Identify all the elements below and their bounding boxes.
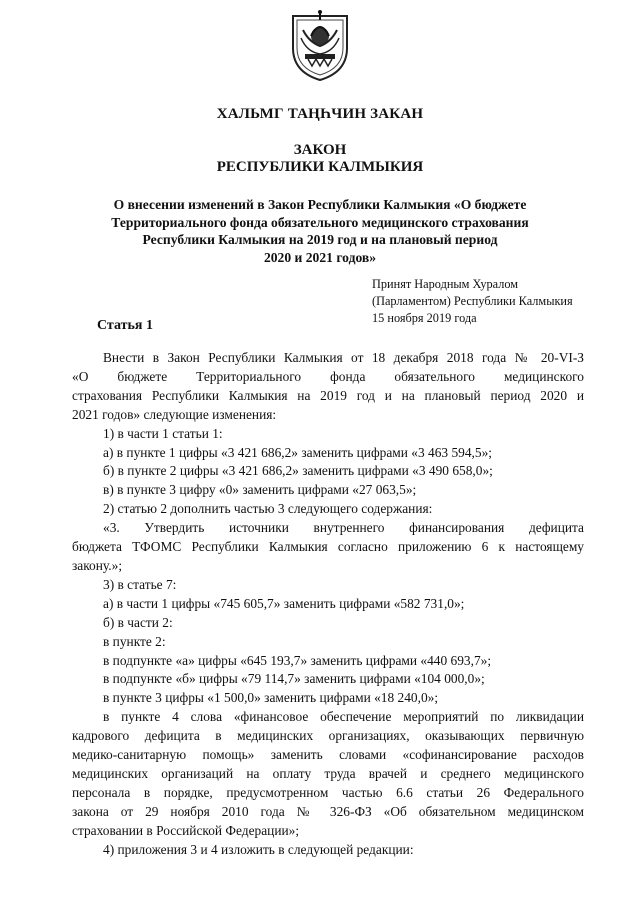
body-line: кадрового дефицита в медицинских организациях, оказывающих первичную [72,728,584,744]
body-line: в подпункте «б» цифры «79 114,7» заменить цифрами «104 000,0»; [103,671,485,687]
body-line: а) в части 1 цифры «745 605,7» заменить цифрами «582 731,0»; [103,595,465,611]
kalmyk-law-heading: ХАЛЬМГ ТАҢҺЧИН ЗАКАН [216,106,424,122]
body-line: 1) в части 1 статьи 1: [103,425,223,441]
body-line: 2021 годов» следующие изменения: [72,406,277,422]
body-line: персонала в порядке, предусмотренном частью 6.6 статьи 26 Федерального [72,784,584,800]
body-line: 4) приложения 3 и 4 изложить в следующей редакции: [103,841,414,857]
adoption-note [372,276,612,327]
coat-of-arms-emblem [283,8,357,84]
body-line: б) в пункте 2 цифры «3 421 686,2» заменить цифрами «3 490 658,0»; [103,463,493,479]
body-line: «3. Утвердить источники внутреннего финансирования дефицита [103,520,584,536]
adoption-line: (Парламентом) Республики Калмыкия [372,294,573,308]
law-heading [0,142,640,176]
article-body [72,349,584,859]
body-line: закона от 29 ноября 2010 года № 326-ФЗ «Об обязательном медицинском [72,803,584,819]
body-line: в пункте 2: [103,633,166,649]
body-line: в) в пункте 3 цифру «0» заменить цифрами «27 063,5»; [103,482,417,498]
body-line: бюджета ТФОМС Республики Калмыкия согласно приложению 6 к настоящему [72,539,584,555]
law-title-line: О внесении изменений в Закон Республики Калмыкия «О бюджете [113,197,527,212]
body-line: 3) в статье 7: [103,576,177,592]
body-line: медико-санитарную помощь» заменить словами «софинансирование расходов [72,747,584,763]
body-line: «О бюджете Территориального фонда обязательного медицинского [72,368,584,384]
body-line: а) в пункте 1 цифры «3 421 686,2» заменить цифрами «3 463 594,5»; [103,444,492,460]
body-line: б) в части 2: [103,614,173,630]
law-title [60,196,580,266]
body-line: в подпункте «а» цифры «645 193,7» заменить цифрами «440 693,7»; [103,652,492,668]
body-line: страхования Республики Калмыкия на 2019 год и на плановый период 2020 и [72,387,584,403]
law-label: ЗАКОН [293,142,347,158]
adoption-line: Принят Народным Хуралом [372,277,519,291]
body-line: медицинских организаций на оплату труда врачей и среднего медицинского [72,765,584,781]
body-line: в пункте 4 слова «финансовое обеспечение мероприятий по ликвидации [103,709,584,725]
body-line: в пункте 3 цифры «1 500,0» заменить цифрами «18 240,0»; [103,690,439,706]
body-line: закону.»; [72,557,123,573]
adoption-date: 15 ноября 2019 года [372,311,477,325]
article-heading: Статья 1 [97,318,153,333]
law-title-line: Территориального фонда обязательного медицинского страхования [111,214,529,230]
body-line: 2) статью 2 дополнить частью 3 следующего содержания: [103,501,433,517]
body-line: страховании в Российской Федерации»; [72,822,300,838]
republic-label: РЕСПУБЛИКИ КАЛМЫКИЯ [216,159,424,175]
law-title-line: 2020 и 2021 годов» [263,249,377,265]
body-line: Внести в Закон Республики Калмыкия от 18 декабря 2018 года № 20-VI-З [103,350,584,365]
law-title-line: Республики Калмыкия на 2019 год и на плановый период [142,232,498,247]
